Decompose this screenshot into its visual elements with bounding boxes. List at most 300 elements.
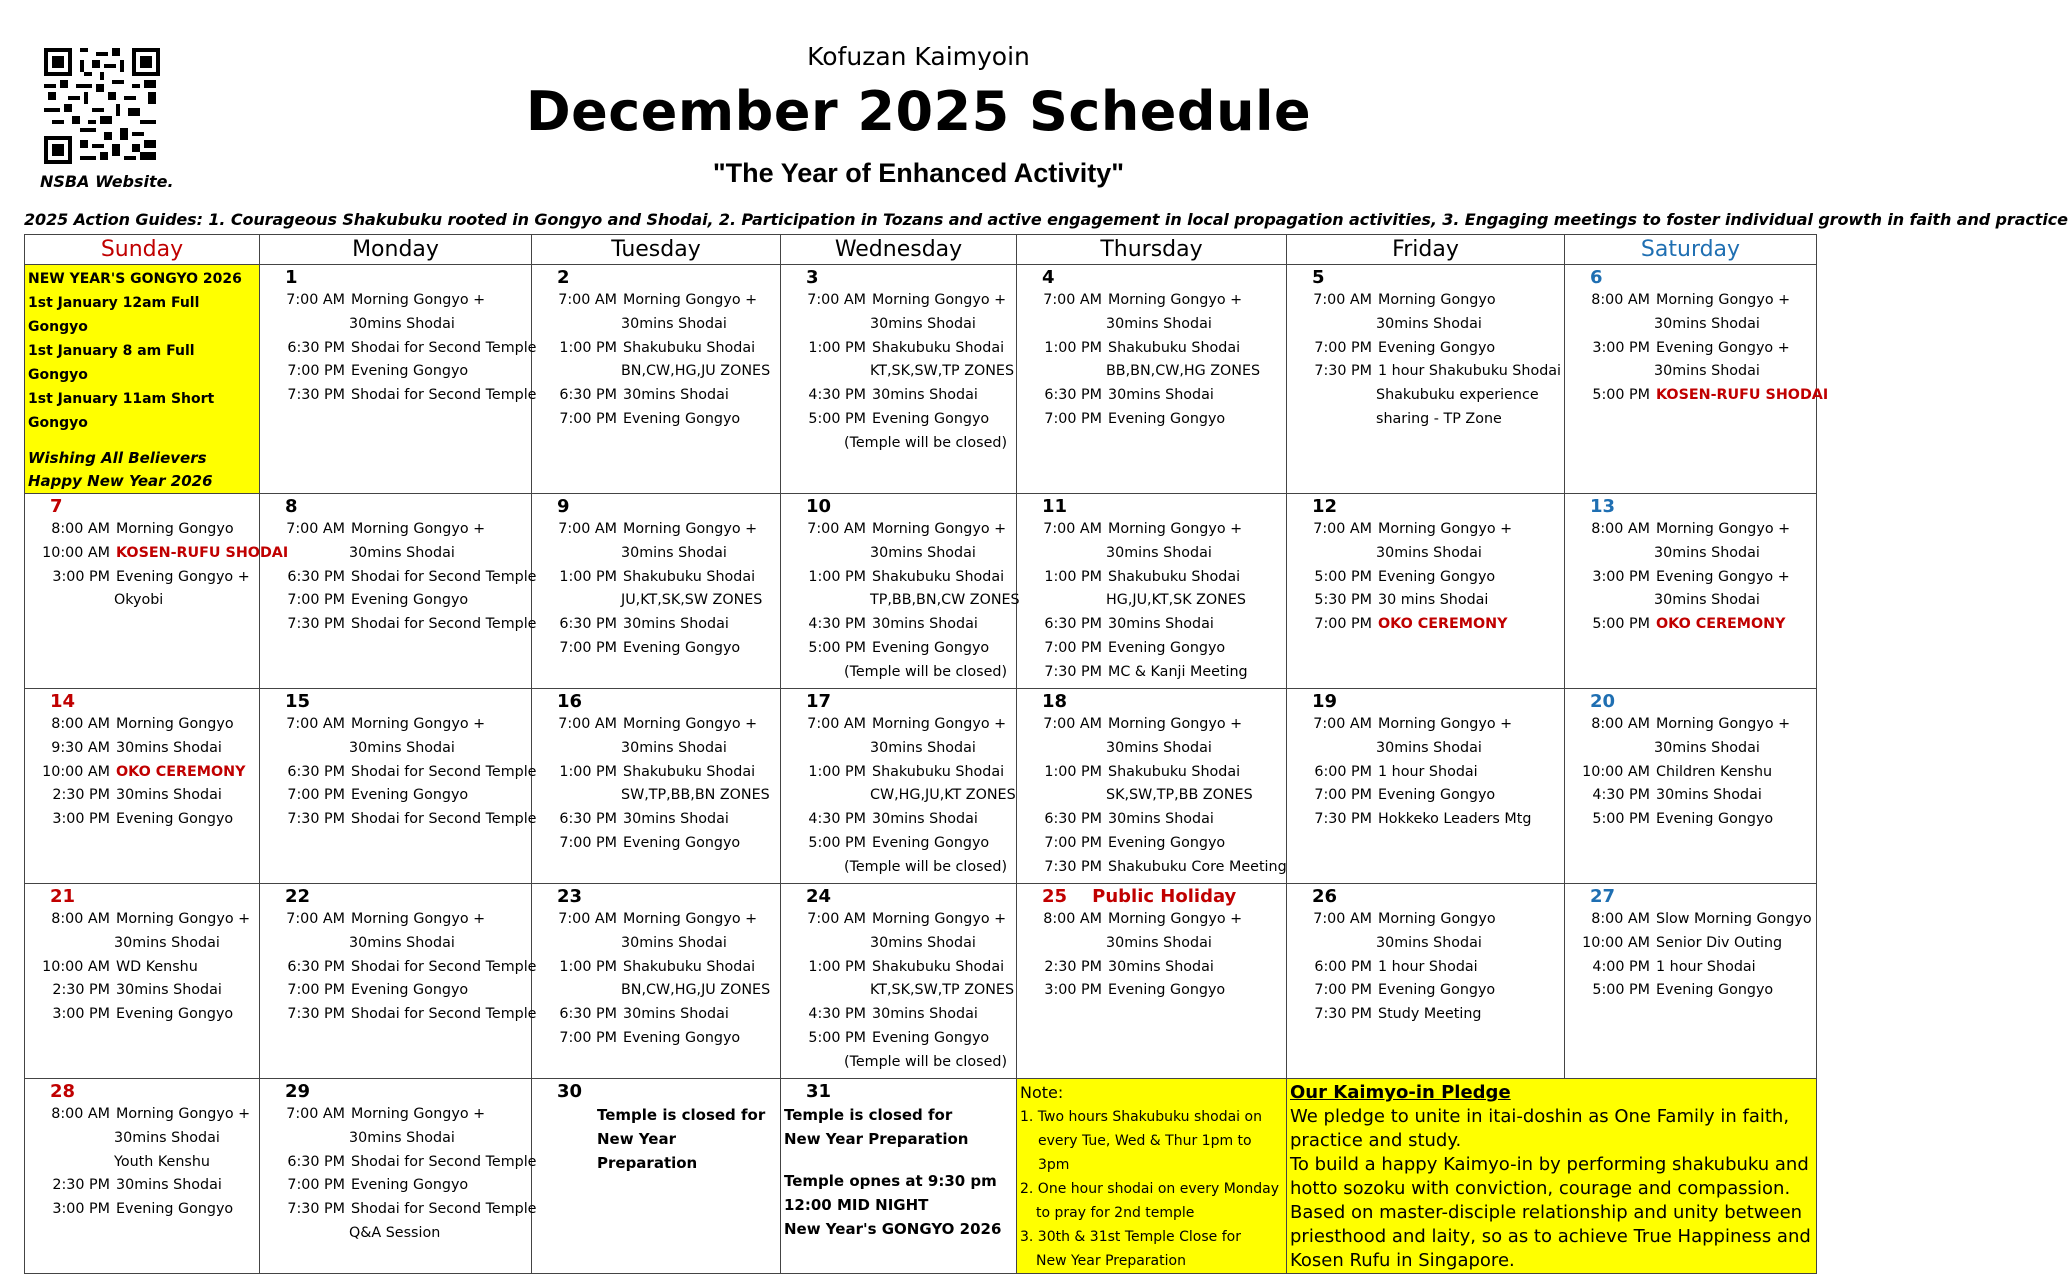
event-time: 4:30 PM: [808, 387, 866, 404]
event-cont: Shakubuku experience: [1376, 387, 1539, 404]
event-cont: 30mins Shodai: [1654, 315, 1760, 332]
event-time: 7:00 AM: [1043, 521, 1102, 537]
event-time: 3:00 PM: [1044, 982, 1102, 999]
event-desc: Shakubuku Shodai: [1108, 568, 1241, 585]
event-time: 7:00 AM: [1043, 292, 1102, 308]
event-time: 5:30 PM: [1314, 592, 1372, 609]
event-desc: Shakubuku Shodai: [623, 958, 756, 975]
day-cell-31: [781, 1079, 1017, 1274]
event-desc: Morning Gongyo +: [872, 292, 1007, 308]
event-desc: Evening Gongyo +: [116, 568, 250, 585]
event: [784, 637, 1013, 661]
day-number: 10: [806, 496, 832, 517]
event-desc: Shodai for Second Temple: [351, 339, 537, 356]
event-desc: Morning Gongyo: [116, 521, 234, 537]
event: [263, 956, 537, 980]
event: [1020, 566, 1283, 590]
event: [535, 637, 777, 661]
event: [784, 1003, 1013, 1027]
pledge-line: practice and study.: [1290, 1129, 1462, 1151]
event-desc: Morning Gongyo +: [623, 911, 758, 927]
event-time: 6:30 PM: [559, 811, 617, 828]
page-title: December 2025 Schedule: [525, 80, 1312, 143]
event-desc: Morning Gongyo +: [116, 1106, 251, 1122]
event: [28, 784, 256, 808]
event-cont: KT,SK,SW,TP ZONES: [870, 982, 1015, 999]
event-time: 3:00 PM: [1592, 339, 1650, 356]
event-time: 7:00 PM: [1314, 616, 1372, 633]
event-time: 6:30 PM: [1044, 811, 1102, 828]
event-desc: Evening Gongyo: [623, 410, 741, 427]
day-cell-19: [1287, 689, 1565, 884]
event-desc: 30mins Shodai: [1108, 387, 1214, 404]
event: [1568, 713, 1813, 737]
event: [263, 979, 528, 1003]
event-desc: Shodai for Second Temple: [351, 568, 537, 585]
event: [535, 408, 777, 432]
event-time: 2:30 PM: [1044, 958, 1102, 975]
event: [263, 1174, 528, 1198]
event-time: 3:00 PM: [1592, 568, 1650, 585]
event-desc: Evening Gongyo: [351, 787, 469, 804]
event-cont: 30mins Shodai: [621, 934, 727, 951]
event-time: 5:00 PM: [1592, 387, 1650, 404]
day-cell-9: [532, 494, 781, 689]
event-time: 7:00 PM: [1314, 339, 1372, 356]
pledge-line: To build a happy Kaimyo-in by performing shakubuku and: [1290, 1153, 1809, 1175]
event-desc: Shakubuku Shodai: [872, 339, 1005, 356]
event-time: 1:00 PM: [808, 763, 866, 780]
event: [28, 518, 256, 542]
closed-notice: Temple is closed for: [597, 1106, 766, 1124]
event-time: 7:00 PM: [287, 982, 345, 999]
event: [28, 808, 256, 832]
event-desc: MC & Kanji Meeting: [1108, 663, 1248, 680]
event-cont: BN,CW,HG,JU ZONES: [621, 363, 771, 380]
day-cell-29: [260, 1079, 537, 1274]
event-desc: Morning Gongyo +: [351, 911, 486, 927]
event-desc: Morning Gongyo +: [623, 716, 758, 732]
day-cell-23: [532, 884, 781, 1079]
new-year-title: NEW YEAR'S GONGYO 2026: [28, 271, 242, 287]
note-item: 3. 30th & 31st Temple Close for: [1020, 1228, 1241, 1245]
event: [784, 832, 1013, 856]
event: [1020, 384, 1283, 408]
event-time: 3:00 PM: [52, 811, 110, 828]
event: [28, 956, 256, 980]
event: [1020, 808, 1283, 832]
event-time: 4:30 PM: [1592, 787, 1650, 804]
event-desc: 1 hour Shodai: [1378, 763, 1478, 780]
event-cont: 30mins Shodai: [870, 544, 976, 561]
day-number: 24: [806, 886, 832, 907]
day-cell-15: [260, 689, 537, 884]
event-desc: Shakubuku Shodai: [623, 568, 756, 585]
event-desc: 30mins Shodai: [116, 982, 222, 999]
event-time: 7:00 AM: [558, 911, 617, 927]
event: [1568, 932, 1813, 956]
event: [784, 761, 1013, 785]
event-time: 6:30 PM: [559, 387, 617, 404]
event-desc: Evening Gongyo: [1378, 787, 1496, 804]
event-cont: SW,TP,BB,BN ZONES: [621, 787, 770, 804]
event-time: 9:30 AM: [51, 739, 110, 756]
day-cell-21: [25, 884, 260, 1079]
event-desc: Morning Gongyo: [1378, 292, 1496, 308]
event-desc: Evening Gongyo: [116, 1201, 234, 1218]
day-cell-11: [1017, 494, 1287, 689]
event: [1290, 613, 1561, 637]
event-desc: Evening Gongyo: [1108, 834, 1226, 851]
event-cont: CW,HG,JU,KT ZONES: [870, 787, 1016, 804]
event-time: 1:00 PM: [559, 568, 617, 585]
event-cont: 30mins Shodai: [1654, 592, 1760, 609]
event-desc: Shodai for Second Temple: [351, 1201, 537, 1218]
event: [1020, 856, 1287, 880]
event: [1290, 908, 1561, 932]
event-time: 6:30 PM: [287, 568, 345, 585]
event-time: 7:30 PM: [287, 387, 345, 404]
event: [1568, 808, 1813, 832]
event-desc: 30mins Shodai: [1656, 787, 1762, 804]
event: [1020, 518, 1283, 542]
event: [1290, 337, 1561, 361]
day-cell-17: [781, 689, 1017, 884]
event: [263, 360, 528, 384]
event: [1568, 566, 1813, 590]
event-time: 1:00 PM: [559, 339, 617, 356]
event-cont: 30mins Shodai: [1376, 315, 1482, 332]
event-desc: Morning Gongyo +: [1656, 716, 1791, 732]
event-time: 8:00 AM: [51, 716, 110, 732]
event-time: 5:00 PM: [1314, 568, 1372, 585]
event-cont: 30mins Shodai: [1376, 739, 1482, 756]
event-desc: 30mins Shodai: [872, 387, 978, 404]
event: [784, 566, 1013, 590]
event-cont: (Temple will be closed): [844, 858, 1008, 875]
event-time: 6:30 PM: [287, 958, 345, 975]
event-time: 1:00 PM: [808, 339, 866, 356]
event-time: 4:30 PM: [808, 811, 866, 828]
new-year-wish: Wishing All Believers: [28, 449, 207, 467]
new-year-gongyo-notice: New Year's GONGYO 2026: [784, 1220, 1002, 1238]
event: [28, 566, 256, 590]
event-time: 7:00 AM: [807, 911, 866, 927]
event: [1568, 384, 1829, 408]
event: [535, 566, 777, 590]
day-number: 11: [1042, 496, 1068, 517]
event-desc: 30mins Shodai: [623, 1006, 729, 1023]
event-desc: Evening Gongyo: [623, 834, 741, 851]
event-cont: KT,SK,SW,TP ZONES: [870, 363, 1015, 380]
day-number: 12: [1312, 496, 1338, 517]
weekday-tuesday: Tuesday: [532, 235, 781, 265]
event-time: 1:00 PM: [1044, 763, 1102, 780]
event-time: 8:00 AM: [51, 1106, 110, 1122]
event: [535, 956, 777, 980]
event: [263, 613, 537, 637]
event-time: 8:00 AM: [1591, 292, 1650, 308]
event: [535, 1003, 777, 1027]
event-desc: Evening Gongyo: [872, 410, 990, 427]
event-desc: OKO CEREMONY: [116, 763, 246, 780]
day-number: 28: [50, 1081, 76, 1102]
event-desc: Evening Gongyo: [623, 639, 741, 656]
event-time: 5:00 PM: [808, 410, 866, 427]
event-desc: 1 hour Shakubuku Shodai: [1378, 363, 1562, 380]
day-cell-22: [260, 884, 537, 1079]
event-desc: Evening Gongyo: [872, 639, 990, 656]
event-time: 7:00 PM: [559, 639, 617, 656]
event: [1020, 908, 1283, 932]
event: [784, 956, 1013, 980]
day-number: 6: [1590, 267, 1603, 288]
event-desc: Morning Gongyo +: [1378, 716, 1513, 732]
event-time: 7:00 AM: [286, 716, 345, 732]
event-desc: Evening Gongyo: [351, 363, 469, 380]
event-time: 2:30 PM: [52, 982, 110, 999]
day-cell-27: [1565, 884, 1817, 1079]
event-time: 7:30 PM: [1044, 663, 1102, 680]
event-desc: Morning Gongyo +: [351, 1106, 486, 1122]
weekday-header-row: [25, 235, 1817, 265]
event-desc: Evening Gongyo: [872, 1029, 990, 1046]
event-time: 7:00 PM: [1044, 410, 1102, 427]
event: [263, 1151, 537, 1175]
event-time: 6:30 PM: [287, 339, 345, 356]
closed-notice: Temple is closed for: [784, 1106, 953, 1124]
event: [784, 613, 1013, 637]
event: [263, 713, 528, 737]
event-desc: Morning Gongyo +: [872, 911, 1007, 927]
event: [263, 566, 537, 590]
event-time: 7:00 AM: [286, 911, 345, 927]
event: [1290, 808, 1561, 832]
event-time: 8:00 AM: [1591, 911, 1650, 927]
closed-notice: New Year Preparation: [597, 1130, 698, 1172]
day-number: 13: [1590, 496, 1616, 517]
event-time: 7:00 AM: [286, 521, 345, 537]
event-desc: 30mins Shodai: [1108, 811, 1214, 828]
day-cell-28: [25, 1079, 260, 1274]
event-desc: Morning Gongyo +: [351, 292, 486, 308]
event: [1568, 337, 1813, 361]
new-year-cell: [25, 265, 260, 494]
event: [28, 713, 256, 737]
event-time: 5:00 PM: [1592, 982, 1650, 999]
event: [784, 408, 1013, 432]
week-row: [25, 265, 1817, 494]
day-number: 18: [1042, 691, 1068, 712]
event-desc: Morning Gongyo +: [116, 911, 251, 927]
event: [28, 1103, 256, 1127]
event-desc: KOSEN-RUFU SHODAI: [116, 544, 289, 561]
event-cont: 30mins Shodai: [1106, 315, 1212, 332]
new-year-line: 1st January 8 am Full Gongyo: [28, 343, 195, 383]
event-desc: 30mins Shodai: [1108, 958, 1214, 975]
event: [263, 337, 537, 361]
calendar-table: [24, 234, 1829, 1274]
event-desc: Evening Gongyo: [116, 811, 234, 828]
event-time: 5:00 PM: [1592, 811, 1650, 828]
event-desc: Study Meeting: [1378, 1006, 1482, 1023]
day-cell-5: [1287, 265, 1565, 494]
public-holiday-label: Public Holiday: [1092, 886, 1237, 907]
event-time: 6:30 PM: [1044, 387, 1102, 404]
event-time: 1:00 PM: [559, 763, 617, 780]
event-desc: 30mins Shodai: [116, 739, 222, 756]
new-year-line: 1st January 12am Full Gongyo: [28, 295, 200, 335]
action-guides: 2025 Action Guides: 1. Courageous Shakubuku rooted in Gongyo and Shodai, 2. Participation in Tozans and active engagement in local propagation activities, 3. Engaging meetings to foster individual growth in faith and practice: [24, 210, 2068, 229]
event-time: 7:30 PM: [287, 616, 345, 633]
event: [1568, 518, 1813, 542]
event-cont: 30mins Shodai: [349, 739, 455, 756]
day-number: 1: [285, 267, 298, 288]
day-number: 5: [1312, 267, 1325, 288]
event-desc: 30mins Shodai: [872, 616, 978, 633]
day-cell-3: [781, 265, 1017, 494]
event-desc: 30mins Shodai: [623, 616, 729, 633]
event-desc: 30mins Shodai: [872, 811, 978, 828]
event: [535, 761, 777, 785]
event: [263, 761, 537, 785]
event-desc: Shodai for Second Temple: [351, 811, 537, 828]
event-cont: Okyobi: [114, 592, 164, 609]
event: [535, 1027, 777, 1051]
weekday-wednesday: Wednesday: [781, 235, 1017, 265]
event-desc: Shakubuku Shodai: [872, 568, 1005, 585]
day-cell-2: [532, 265, 781, 494]
event-time: 10:00 AM: [42, 958, 110, 975]
event-cont: SK,SW,TP,BB ZONES: [1106, 787, 1253, 804]
event-desc: Shakubuku Core Meeting: [1108, 858, 1287, 875]
day-number: 3: [806, 267, 819, 288]
event-desc: WD Kenshu: [116, 958, 198, 975]
event-desc: 30 mins Shodai: [1378, 592, 1489, 609]
event: [1020, 337, 1283, 361]
event: [1568, 784, 1813, 808]
event: [263, 908, 528, 932]
day-number: 4: [1042, 267, 1055, 288]
event-time: 5:00 PM: [808, 834, 866, 851]
day-number: 23: [557, 886, 583, 907]
day-cell-8: [260, 494, 537, 689]
day-number: 17: [806, 691, 832, 712]
event: [1568, 908, 1813, 932]
event-desc: Shodai for Second Temple: [351, 958, 537, 975]
event-time: 4:00 PM: [1592, 958, 1650, 975]
event-time: 7:30 PM: [287, 811, 345, 828]
event-time: 8:00 AM: [51, 521, 110, 537]
event-desc: Evening Gongyo: [1108, 410, 1226, 427]
event-time: 1:00 PM: [559, 958, 617, 975]
new-year-line: 1st January 11am Short Gongyo: [28, 391, 215, 431]
event-cont: 30mins Shodai: [349, 315, 455, 332]
event-desc: Evening Gongyo: [1656, 811, 1774, 828]
day-number: 16: [557, 691, 583, 712]
qr-caption: NSBA Website.: [40, 172, 174, 191]
event-desc: 30mins Shodai: [623, 811, 729, 828]
event-time: 8:00 AM: [1591, 521, 1650, 537]
event-desc: Shakubuku Shodai: [872, 763, 1005, 780]
event-time: 1:00 PM: [1044, 568, 1102, 585]
event: [1290, 1003, 1561, 1027]
event-cont: (Temple will be closed): [844, 434, 1008, 451]
day-cell-30: [532, 1079, 781, 1274]
event-cont: 30mins Shodai: [349, 1129, 455, 1146]
event: [1568, 956, 1813, 980]
day-number: 7: [50, 496, 63, 517]
event-cont: BB,BN,CW,HG ZONES: [1106, 363, 1261, 380]
event-desc: Evening Gongyo: [351, 982, 469, 999]
event-cont: 30mins Shodai: [1376, 934, 1482, 951]
pledge-cell: [1287, 1079, 1817, 1274]
event-cont: 30mins Shodai: [621, 315, 727, 332]
event-desc: Morning Gongyo +: [623, 292, 758, 308]
note-title: Note:: [1020, 1083, 1064, 1102]
day-cell-1: [260, 265, 537, 494]
event-cont: 30mins Shodai: [621, 544, 727, 561]
event-desc: Morning Gongyo +: [872, 716, 1007, 732]
new-year-wish: Happy New Year 2026: [28, 472, 213, 490]
event: [263, 1003, 537, 1027]
week-row: [25, 494, 1817, 689]
event-desc: Slow Morning Gongyo: [1656, 911, 1812, 927]
event: [263, 589, 528, 613]
event-desc: Evening Gongyo: [872, 834, 990, 851]
event: [28, 1174, 256, 1198]
event: [1290, 761, 1561, 785]
event-cont: 30mins Shodai: [1654, 544, 1760, 561]
event-time: 7:00 AM: [1313, 716, 1372, 732]
event: [263, 1198, 537, 1222]
day-cell-4: [1017, 265, 1287, 494]
event-time: 7:00 AM: [1313, 292, 1372, 308]
event-cont: 30mins Shodai: [114, 934, 220, 951]
event: [535, 613, 777, 637]
event-time: 6:30 PM: [287, 1153, 345, 1170]
event-desc: Shakubuku Shodai: [1108, 339, 1241, 356]
event-desc: Shodai for Second Temple: [351, 616, 537, 633]
event-time: 6:30 PM: [287, 763, 345, 780]
event-time: 7:30 PM: [287, 1006, 345, 1023]
event-desc: 30mins Shodai: [623, 387, 729, 404]
event-desc: Shodai for Second Temple: [351, 763, 537, 780]
event-time: 7:00 PM: [559, 410, 617, 427]
event: [535, 832, 777, 856]
event-desc: 1 hour Shodai: [1378, 958, 1478, 975]
event-desc: 30mins Shodai: [116, 787, 222, 804]
event-desc: Morning Gongyo +: [1108, 911, 1243, 927]
event: [1290, 979, 1561, 1003]
event-desc: Evening Gongyo: [351, 592, 469, 609]
pledge-line: priesthood and laity, so as to achieve True Happiness and: [1290, 1225, 1811, 1247]
event: [784, 1027, 1013, 1051]
event: [784, 908, 1013, 932]
event-desc: Morning Gongyo +: [872, 521, 1007, 537]
event-desc: Evening Gongyo: [1108, 982, 1226, 999]
event-cont: 30mins Shodai: [1106, 934, 1212, 951]
event: [28, 1198, 256, 1222]
event-time: 1:00 PM: [808, 568, 866, 585]
pledge-line: hotto sozoku with conviction, courage and compassion.: [1290, 1177, 1791, 1199]
event-desc: Evening Gongyo: [1378, 339, 1496, 356]
event: [1020, 832, 1283, 856]
event-cont: (Temple will be closed): [844, 1053, 1008, 1070]
event-time: 10:00 AM: [42, 544, 110, 561]
event-time: 7:00 AM: [1313, 521, 1372, 537]
event-desc: Morning Gongyo: [1378, 911, 1496, 927]
